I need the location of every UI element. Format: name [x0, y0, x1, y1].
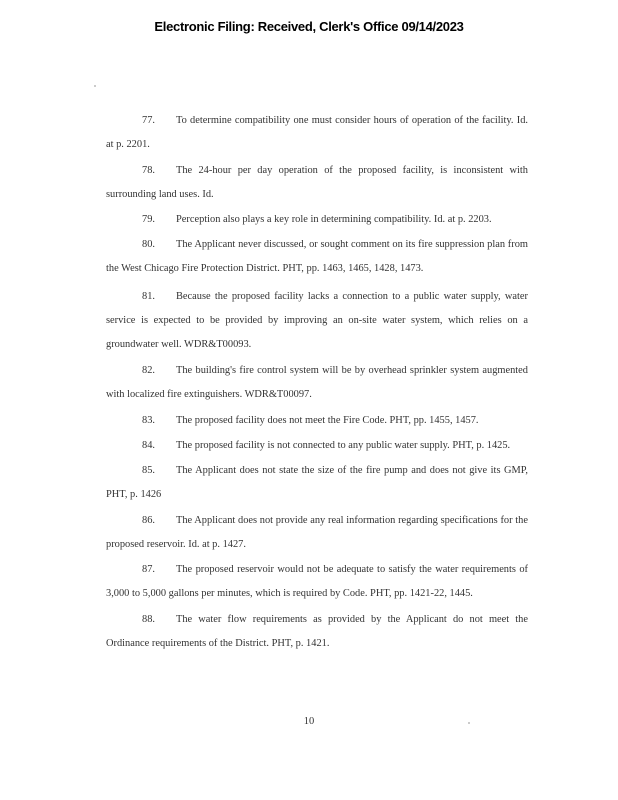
- paragraph-87: [106, 558, 528, 606]
- paragraph-text: The 24-hour per day operation of the proposed facility, is inconsistent with surrounding land uses. Id.: [106, 165, 528, 200]
- paragraph-text: The proposed reservoir would not be adequate to satisfy the water requirements of 3,000 to 5,000 gallons per minutes, which is required by Code. PHT, pp. 1421-22, 1445.: [106, 564, 528, 599]
- paragraph-86: [106, 509, 528, 557]
- paragraph-77: [106, 109, 528, 157]
- paragraph-text: The Applicant does not provide any real information regarding specifications for the proposed reservoir. Id. at p. 1427.: [106, 515, 528, 550]
- paragraph-text: The building's fire control system will be by overhead sprinkler system augmented with localized fire extinguishers. WDR&T00097.: [106, 365, 528, 400]
- paragraph-text: To determine compatibility one must consider hours of operation of the facility. Id. at p. 2201.: [106, 115, 528, 150]
- paragraph-text: The Applicant never discussed, or sought comment on its fire suppression plan from the West Chicago Fire Protection District. PHT, pp. 1463, 1465, 1428, 1473.: [106, 239, 528, 274]
- paragraph-text: The proposed facility is not connected to any public water supply. PHT, p. 1425.: [176, 440, 511, 451]
- paragraph-number: 83.: [142, 415, 155, 426]
- paragraph-88: [106, 608, 528, 656]
- paragraph-number: 82.: [142, 365, 155, 376]
- paragraph-number: 87.: [142, 564, 155, 575]
- paragraph-number: 84.: [142, 440, 155, 451]
- paragraph-81: [106, 285, 528, 357]
- electronic-filing-stamp: Electronic Filing: Received, Clerk's Office 09/14/2023: [154, 19, 464, 34]
- paragraph-number: 86.: [142, 515, 155, 526]
- paragraph-78: [106, 159, 528, 207]
- paragraph-text: Because the proposed facility lacks a connection to a public water supply, water service is expected to be provided by improving an on-site water system, which relies on a groundwater well. WDR&T00093.: [106, 291, 528, 350]
- paragraph-text: Perception also plays a key role in determining compatibility. Id. at p. 2203.: [176, 214, 492, 225]
- paragraph-83: [106, 409, 528, 433]
- paragraph-number: 85.: [142, 465, 155, 476]
- paragraph-number: 77.: [142, 115, 155, 126]
- paragraph-84: [106, 434, 528, 458]
- paragraph-number: 79.: [142, 214, 155, 225]
- paragraph-text: The water flow requirements as provided by the Applicant do not meet the Ordinance requirements of the District. PHT, p. 1421.: [106, 614, 528, 649]
- paragraph-number: 80.: [142, 239, 155, 250]
- scan-speck: [94, 85, 96, 87]
- paragraph-text: The proposed facility does not meet the Fire Code. PHT, pp. 1455, 1457.: [176, 415, 479, 426]
- paragraph-79: [106, 208, 528, 232]
- paragraph-number: 78.: [142, 165, 155, 176]
- paragraph-80: [106, 233, 528, 281]
- page-number: 10: [303, 716, 315, 727]
- paragraph-82: [106, 359, 528, 407]
- paragraph-number: 88.: [142, 614, 155, 625]
- paragraph-85: [106, 459, 528, 507]
- paragraph-number: 81.: [142, 291, 155, 302]
- paragraph-text: The Applicant does not state the size of the fire pump and does not give its GMP, PHT, p. 1426: [106, 465, 528, 500]
